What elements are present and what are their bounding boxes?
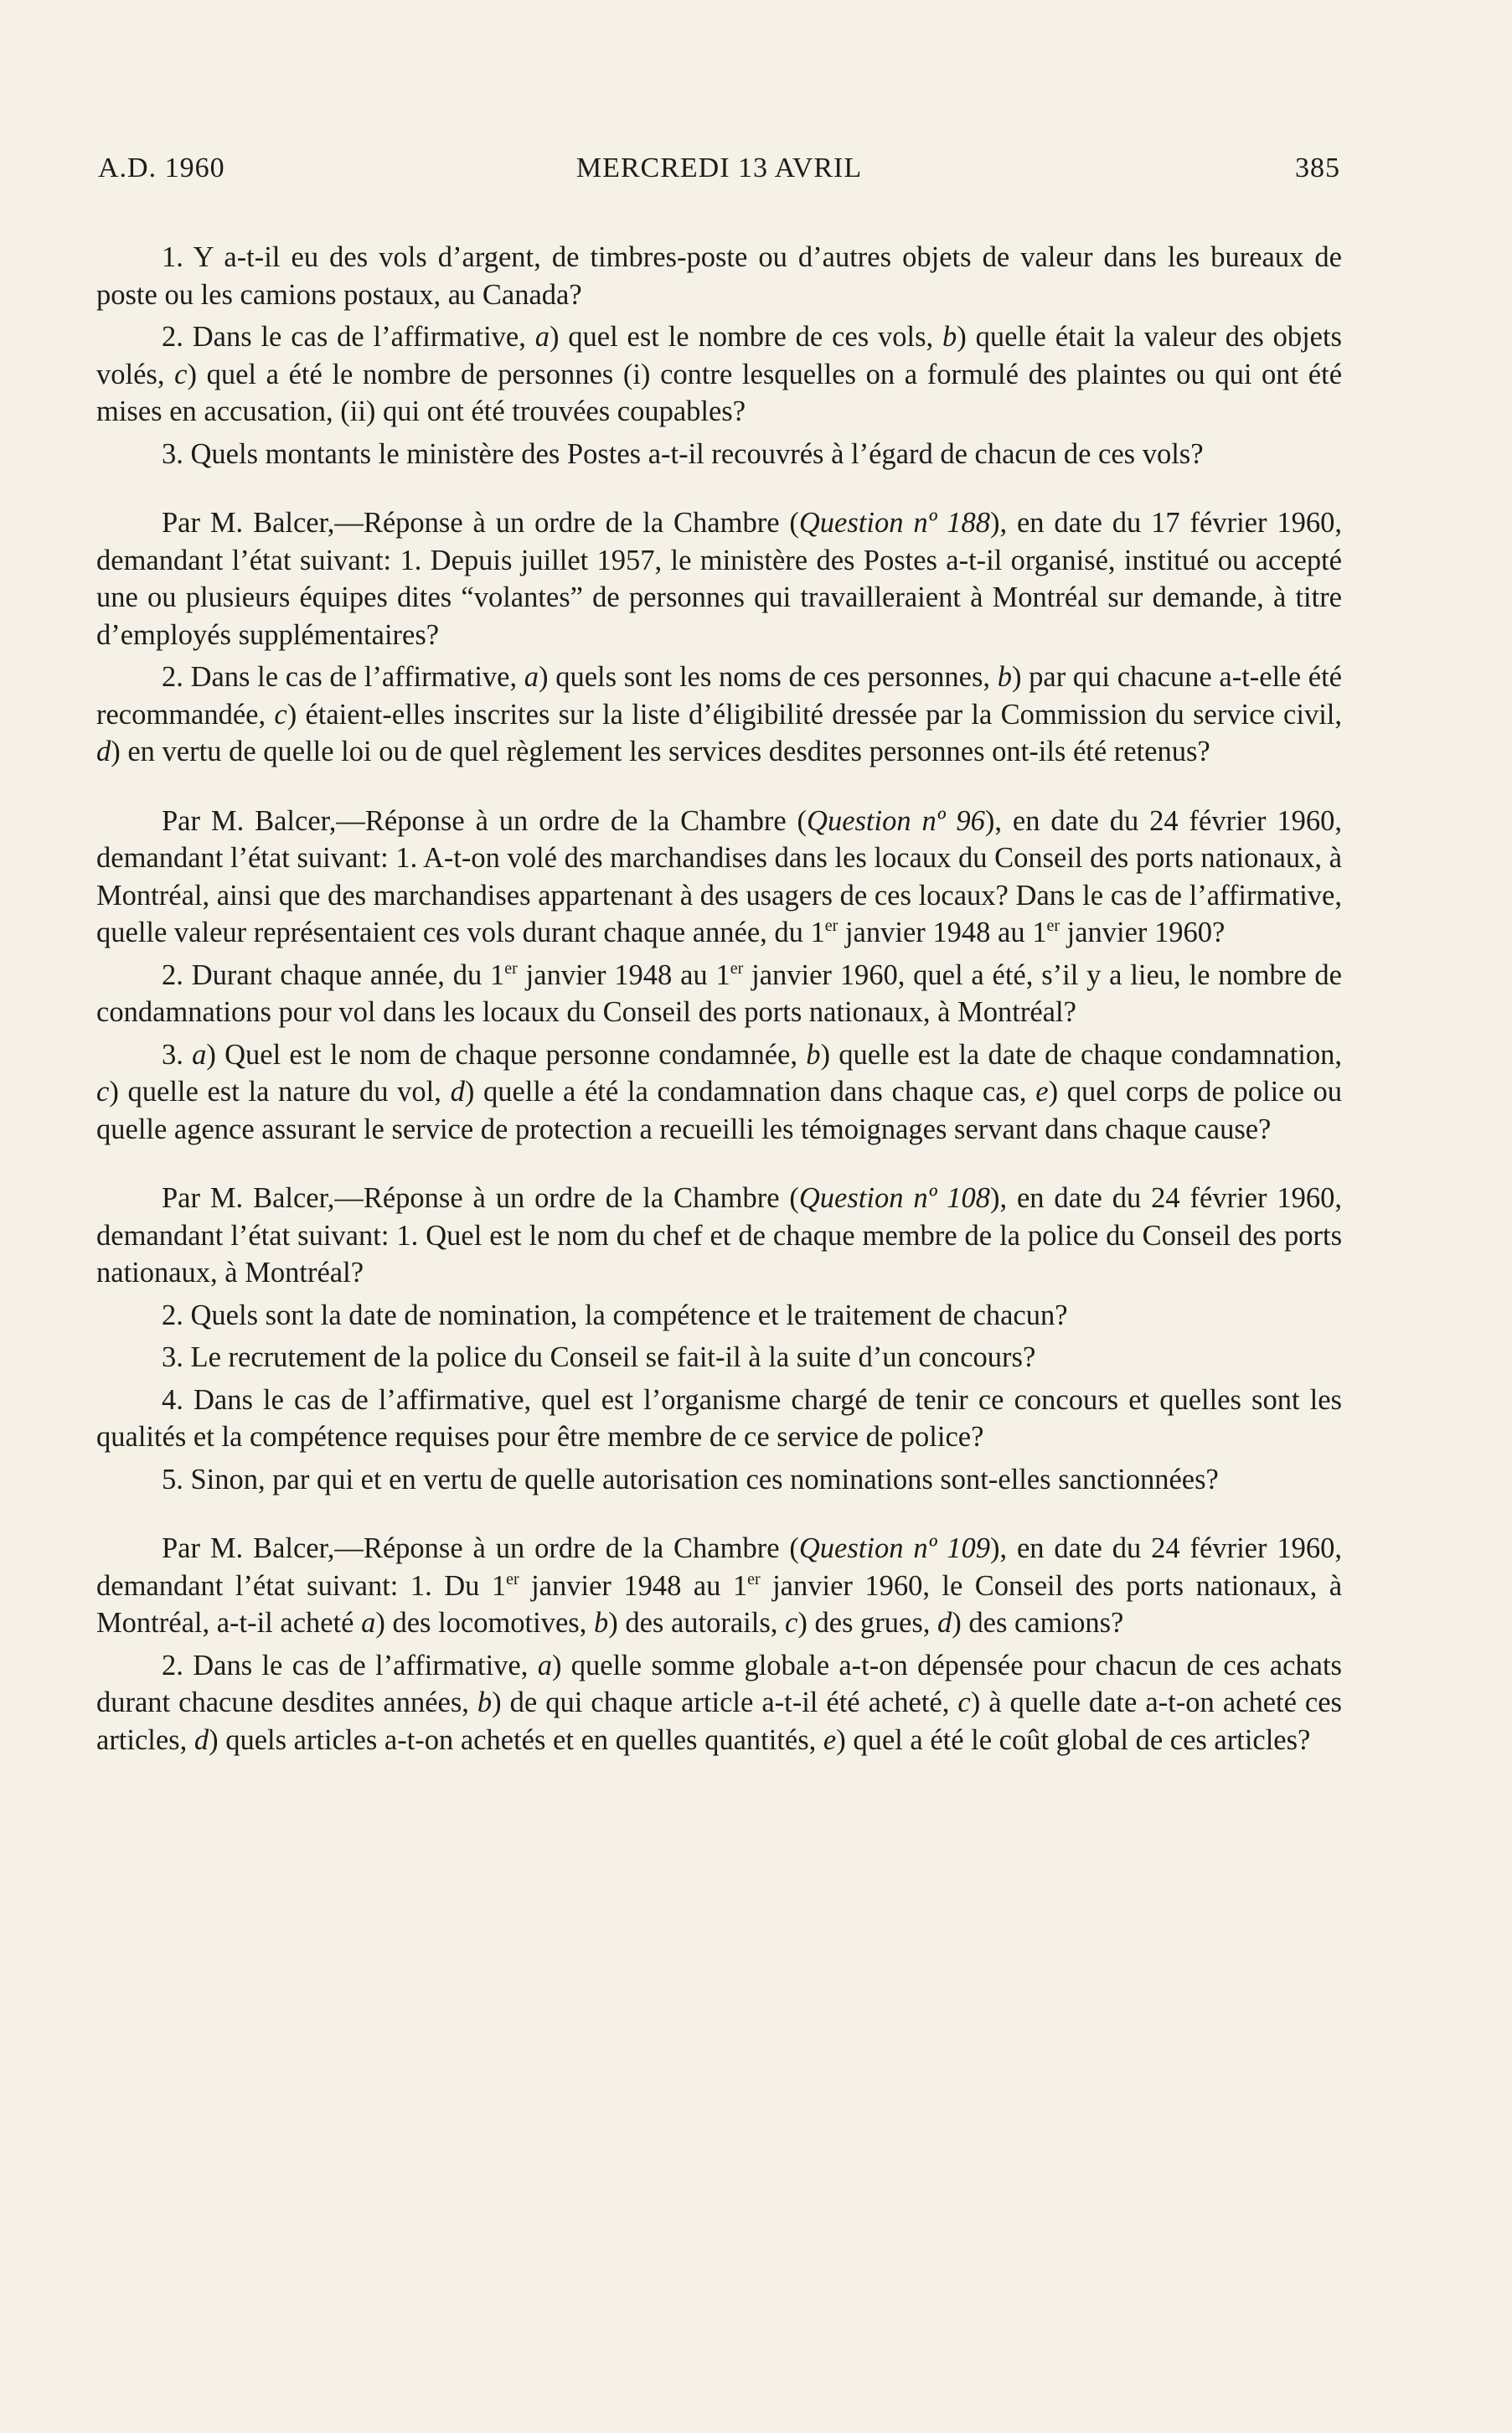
paragraph-text: Par M. Balcer,—Réponse à un ordre de la Chambre ( xyxy=(162,804,808,837)
paragraph xyxy=(96,1461,1342,1499)
italic-text: c xyxy=(274,698,287,731)
paragraph xyxy=(96,957,1342,1031)
paragraph-text: ), en date du 17 février 1960, demandant l’état suivant: 1. Depuis juillet 1957, le ministère des Postes a-t-il organisé, institué ou accepté une ou plusieurs équipes dites “volantes” de personnes qui travailleraient à Montréal sur demande, à titre d’employés supplémentaires? xyxy=(96,507,1342,651)
ordinal-superscript: er xyxy=(506,1569,519,1588)
italic-text: c xyxy=(785,1607,798,1639)
italic-text: e xyxy=(1035,1076,1049,1108)
paragraph-text: 2. Durant chaque année, du 1 xyxy=(162,958,505,991)
italic-text: b xyxy=(806,1038,821,1071)
italic-text: Question nº 96 xyxy=(807,804,985,837)
paragraph-text: 5. Sinon, par qui et en vertu de quelle autorisation ces nominations sont-elles sanctionnées? xyxy=(162,1463,1219,1495)
paragraph-text: ) Quel est le nom de chaque personne condamnée, xyxy=(206,1038,807,1071)
document-body xyxy=(96,239,1342,1764)
paragraph-text: 3. xyxy=(162,1038,193,1071)
paragraph-text: 2. Quels sont la date de nomination, la compétence et le traitement de chacun? xyxy=(162,1299,1068,1331)
paragraph-text: Par M. Balcer,—Réponse à un ordre de la Chambre ( xyxy=(162,507,799,539)
paragraph-text: ) quel a été le nombre de personnes (i) contre lesquelles on a formulé des plaintes ou qui ont été mises en accusation, (ii) qui ont été trouvées coupables? xyxy=(96,358,1343,427)
paragraph-text: ) des autorails, xyxy=(608,1607,785,1639)
paragraph xyxy=(96,1339,1342,1377)
paragraph-text: ) quels sont les noms de ces personnes, xyxy=(539,661,998,693)
paragraph xyxy=(96,1180,1342,1292)
italic-text: d xyxy=(96,736,111,767)
italic-text: c xyxy=(96,1076,110,1108)
paragraph xyxy=(96,436,1342,473)
paragraph-text: ) quelle a été la condamnation dans chaque cas, xyxy=(464,1076,1036,1108)
italic-text: d xyxy=(450,1076,465,1108)
italic-text: d xyxy=(194,1723,209,1756)
italic-text: c xyxy=(174,358,188,390)
paragraph-text: janvier 1948 au 1 xyxy=(517,958,730,991)
italic-text: d xyxy=(937,1607,952,1639)
italic-text: b xyxy=(593,1607,609,1639)
paragraph-text: ) de qui chaque article a-t-il été acheté, xyxy=(492,1687,958,1718)
italic-text: a xyxy=(534,321,550,353)
paragraph-text: 3. Quels montants le ministère des Postes a-t-il recouvrés à l’égard de chacun de ces vols? xyxy=(162,437,1204,470)
italic-text: a xyxy=(192,1038,207,1071)
italic-text: Question nº 109 xyxy=(798,1532,990,1564)
paragraph-text: ) quelle somme globale a-t-on dépensée pour chacun de ces achats durant chacune desdites années, xyxy=(96,1649,1342,1718)
paragraph-text: 2. Dans le cas de l’affirmative, xyxy=(162,1649,538,1681)
paragraph-text: ) étaient-elles inscrites sur la liste d’éligibilité dressée par la Commission du service civil, xyxy=(286,698,1342,731)
italic-text: a xyxy=(537,1649,552,1681)
page-header xyxy=(98,152,1340,194)
header-date: MERCREDI 13 AVRIL xyxy=(575,152,863,183)
paragraph xyxy=(96,239,1342,313)
paragraph-text: ) quelle est la nature du vol, xyxy=(109,1076,451,1108)
italic-text: b xyxy=(997,661,1012,693)
paragraph-text: ) des camions? xyxy=(952,1607,1124,1639)
ordinal-superscript: er xyxy=(730,958,744,978)
paragraph xyxy=(96,1036,1342,1149)
paragraph-text: ) quel est le nombre de ces vols, xyxy=(549,321,942,353)
paragraph-text: ) des locomotives, xyxy=(375,1607,594,1639)
ordinal-superscript: er xyxy=(747,1569,761,1588)
paragraph xyxy=(96,318,1342,431)
page-number: 385 xyxy=(1295,152,1340,183)
paragraph-text: ) en vertu de quelle loi ou de quel règlement les services desdites personnes ont-ils été retenus? xyxy=(111,736,1210,767)
paragraph-text: janvier 1960, quel a été, s’il y a lieu, le nombre de condamnations pour vol dans les locaux du Conseil des ports nationaux, à Montréal? xyxy=(96,958,1342,1028)
paragraph xyxy=(96,1530,1342,1642)
italic-text: b xyxy=(477,1687,493,1718)
paragraph-text: ) par qui chacune a-t-elle été recommandée, xyxy=(96,661,1342,731)
paragraph-text: janvier 1960, le Conseil des ports nationaux, à Montréal, a-t-il acheté xyxy=(96,1569,1343,1639)
paragraph xyxy=(96,1647,1342,1759)
paragraph-text: ) quel corps de police ou quelle agence assurant le service de protection a recueilli les témoignages servant dans chaque cause? xyxy=(96,1076,1342,1145)
italic-text: e xyxy=(823,1723,837,1756)
header-year: A.D. 1960 xyxy=(98,152,225,183)
italic-text: a xyxy=(524,661,539,693)
paragraph-text: Par M. Balcer,—Réponse à un ordre de la Chambre ( xyxy=(162,1182,799,1214)
paragraph-text: Par M. Balcer,—Réponse à un ordre de la Chambre ( xyxy=(162,1532,799,1564)
italic-text: Question nº 108 xyxy=(798,1182,990,1214)
paragraph-text: janvier 1960? xyxy=(1060,917,1226,948)
italic-text: c xyxy=(957,1687,971,1718)
paragraph-text: 4. Dans le cas de l’affirmative, quel est l’organisme chargé de tenir ce concours et quelles sont les qualités et la compétence requises pour être membre de ce service de police? xyxy=(96,1383,1342,1453)
paragraph xyxy=(96,1382,1342,1456)
paragraph-text: ) quelle est la date de chaque condamnation, xyxy=(820,1038,1342,1071)
paragraph-text: ), en date du 24 février 1960, demandant l’état suivant: 1. A-t-on volé des marchandises dans les locaux du Conseil des ports nationaux, à Montréal, ainsi que des marchandises appartenant à des usagers de ces locaux? Dans le cas de l’affirmative, quelle valeur représentaient ces vols durant chaque année, du 1 xyxy=(96,804,1342,948)
paragraph xyxy=(96,1297,1342,1335)
paragraph-text: ), en date du 24 février 1960, demandant l’état suivant: 1. Du 1 xyxy=(96,1532,1342,1602)
italic-text: Question nº 188 xyxy=(798,507,990,539)
paragraph-text: ) à quelle date a-t-on acheté ces articles, xyxy=(96,1687,1342,1756)
paragraph-text: 1. Y a-t-il eu des vols d’argent, de timbres-poste ou d’autres objets de valeur dans les bureaux de poste ou les camions postaux, au Canada? xyxy=(96,241,1342,311)
ordinal-superscript: er xyxy=(1046,917,1060,935)
paragraph-text: ) quel a été le coût global de ces articles? xyxy=(836,1723,1311,1756)
paragraph xyxy=(96,803,1342,952)
paragraph-text: 2. Dans le cas de l’affirmative, xyxy=(162,321,535,353)
paragraph-text: janvier 1948 au 1 xyxy=(519,1569,748,1602)
paragraph-text: 3. Le recrutement de la police du Conseil se fait-il à la suite d’un concours? xyxy=(162,1341,1036,1373)
paragraph-text: janvier 1948 au 1 xyxy=(838,917,1047,948)
italic-text: a xyxy=(361,1607,376,1639)
paragraph xyxy=(96,659,1342,771)
paragraph-text: ) quels articles a-t-on achetés et en quelles quantités, xyxy=(209,1723,823,1756)
paragraph-text: 2. Dans le cas de l’affirmative, xyxy=(162,661,524,693)
paragraph-text: ), en date du 24 février 1960, demandant l’état suivant: 1. Quel est le nom du chef et de chaque membre de la police du Conseil des ports nationaux, à Montréal? xyxy=(96,1182,1342,1289)
ordinal-superscript: er xyxy=(824,917,839,935)
paragraph xyxy=(96,504,1342,653)
paragraph-text: ) quelle était la valeur des objets volés, xyxy=(96,321,1342,390)
ordinal-superscript: er xyxy=(504,958,518,978)
paragraph-text: ) des grues, xyxy=(797,1607,938,1639)
italic-text: b xyxy=(942,321,957,353)
